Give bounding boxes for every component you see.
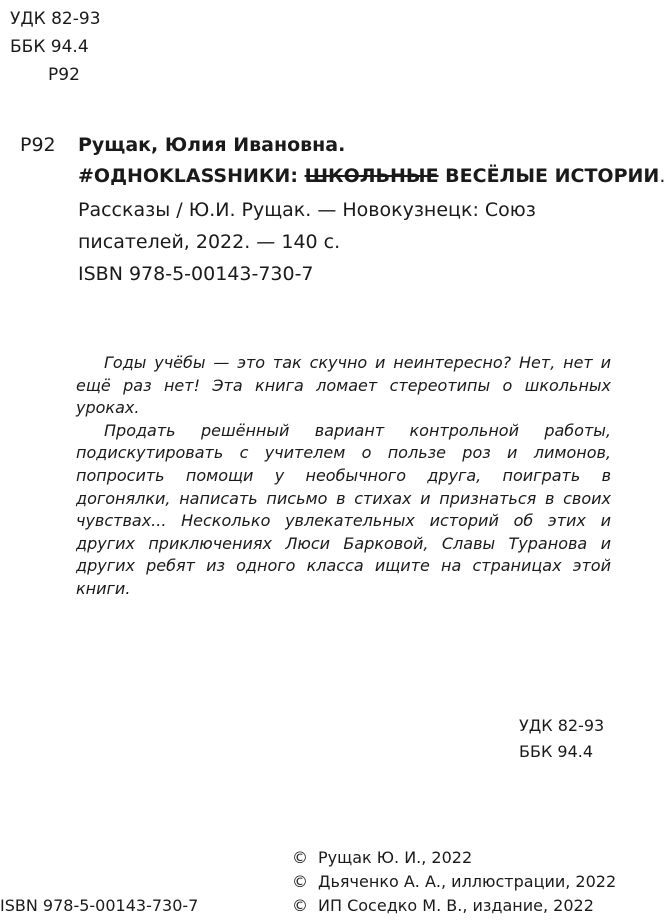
copyright-text-2: Дьяченко А. А., иллюстрации, 2022: [318, 872, 617, 891]
copyright-text-1: Рущак Ю. И., 2022: [318, 848, 473, 867]
copyright-icon: ©: [292, 872, 308, 891]
copyright-icon: ©: [292, 848, 308, 867]
entry-isbn: ISBN 978-5-00143-730-7: [78, 263, 314, 285]
footer-bbk: ББК 94.4: [519, 742, 594, 761]
annotation-paragraph-1: Годы учёбы — это так скучно и неинтересно? Нет, нет и ещё раз нет! Эта книга ломает стереотипы о школьных уроках.: [76, 353, 611, 418]
entry-imprint-line: Рассказы / Ю.И. Рущак. — Новокузнецк: Союз: [78, 199, 536, 221]
footer-udk: УДК 82-93: [519, 716, 605, 735]
copyright-line-1: [292, 846, 472, 870]
title-part-1: #ОДНОKLASSНИКИ:: [78, 165, 298, 187]
copyright-icon: ©: [292, 896, 308, 915]
title-struck-word: ШКОЛЬНЫЕ: [304, 165, 439, 187]
annotation: [76, 352, 611, 601]
header-bbk: ББК 94.4: [10, 37, 89, 57]
title-part-2: ВЕСЁЛЫЕ ИСТОРИИ: [445, 165, 660, 187]
title-end: .: [659, 165, 665, 187]
entry-author-code: Р92: [20, 134, 56, 156]
entry-publisher-line: писателей, 2022. — 140 с.: [78, 231, 341, 253]
annotation-paragraph-2: Продать решённый вариант контрольной работы, подискутировать с учителем о пользе роз и лимонов, попросить помощи у необычного друга, поиграть в догонялки, написать письмо в стихах и признаться в своих чувствах... Несколько увлекательных историй об этих и других приключениях Люси Барковой, Славы Туранова и других ребят из одного класса ищите на страницах этой книги.: [76, 420, 611, 598]
entry-title: [78, 160, 665, 192]
copyright-text-3: ИП Соседко М. В., издание, 2022: [318, 896, 594, 915]
header-udk: УДК 82-93: [10, 9, 101, 29]
footer-isbn: ISBN 978-5-00143-730-7: [0, 896, 199, 915]
copyright-line-3: [292, 894, 594, 918]
entry-author: Рущак, Юлия Ивановна.: [78, 134, 346, 156]
header-author-code: Р92: [48, 65, 80, 85]
copyright-line-2: [292, 870, 616, 894]
